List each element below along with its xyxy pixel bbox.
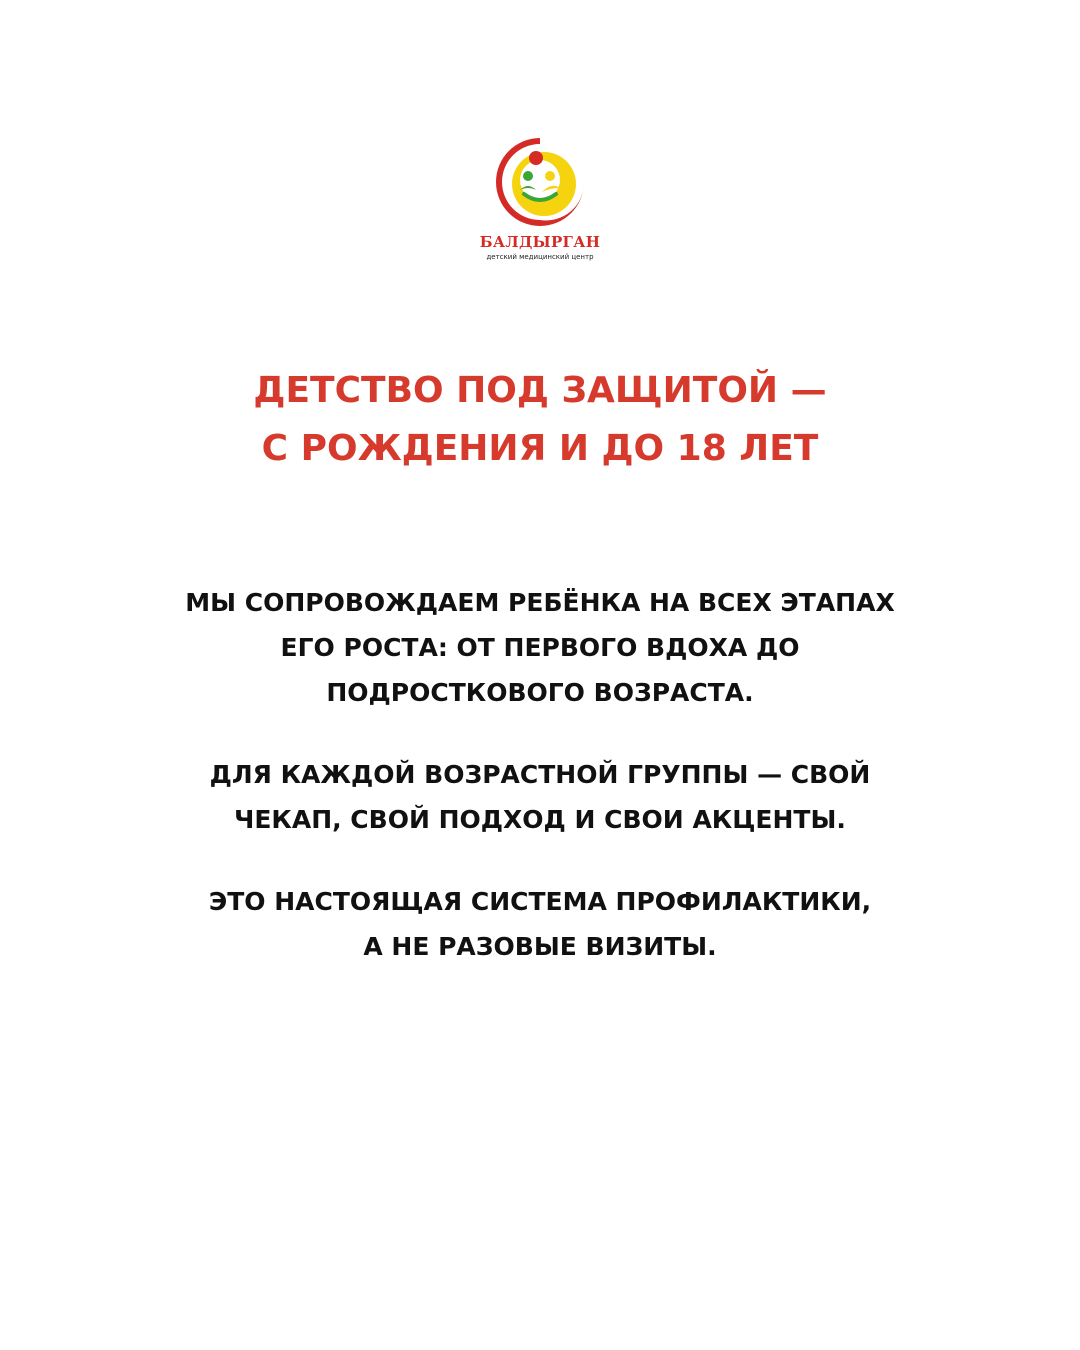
paragraph-2-line-2: ЧЕКАП, СВОЙ ПОДХОД И СВОИ АКЦЕНТЫ. xyxy=(234,805,846,834)
paragraph-1-line-3: ПОДРОСТКОВОГО ВОЗРАСТА. xyxy=(326,678,754,707)
paragraph-1 xyxy=(60,580,1020,715)
logo-subtitle: детский медицинский центр xyxy=(486,253,594,261)
logo-brand-name: БАЛДЫРГАН xyxy=(479,233,601,251)
paragraph-3-line-1: ЭТО НАСТОЯЩАЯ СИСТЕМА ПРОФИЛАКТИКИ, xyxy=(208,887,872,916)
logo xyxy=(470,132,610,267)
page-title xyxy=(40,362,1040,478)
paragraph-3 xyxy=(60,879,1020,969)
logo-emblem-icon xyxy=(490,132,590,232)
title-line-1: ДЕТСТВО ПОД ЗАЩИТОЙ — xyxy=(253,370,827,411)
paragraph-2 xyxy=(60,752,1020,842)
paragraph-3-line-2: А НЕ РАЗОВЫЕ ВИЗИТЫ. xyxy=(363,932,717,961)
body-text xyxy=(60,580,1020,1006)
paragraph-2-line-1: ДЛЯ КАЖДОЙ ВОЗРАСТНОЙ ГРУППЫ — СВОЙ xyxy=(209,760,871,789)
paragraph-1-line-2: ЕГО РОСТА: ОТ ПЕРВОГО ВДОХА ДО xyxy=(280,633,800,662)
title-line-2: С РОЖДЕНИЯ И ДО 18 ЛЕТ xyxy=(261,428,819,469)
paragraph-1-line-1: МЫ СОПРОВОЖДАЕМ РЕБЁНКА НА ВСЕХ ЭТАПАХ xyxy=(185,588,895,617)
